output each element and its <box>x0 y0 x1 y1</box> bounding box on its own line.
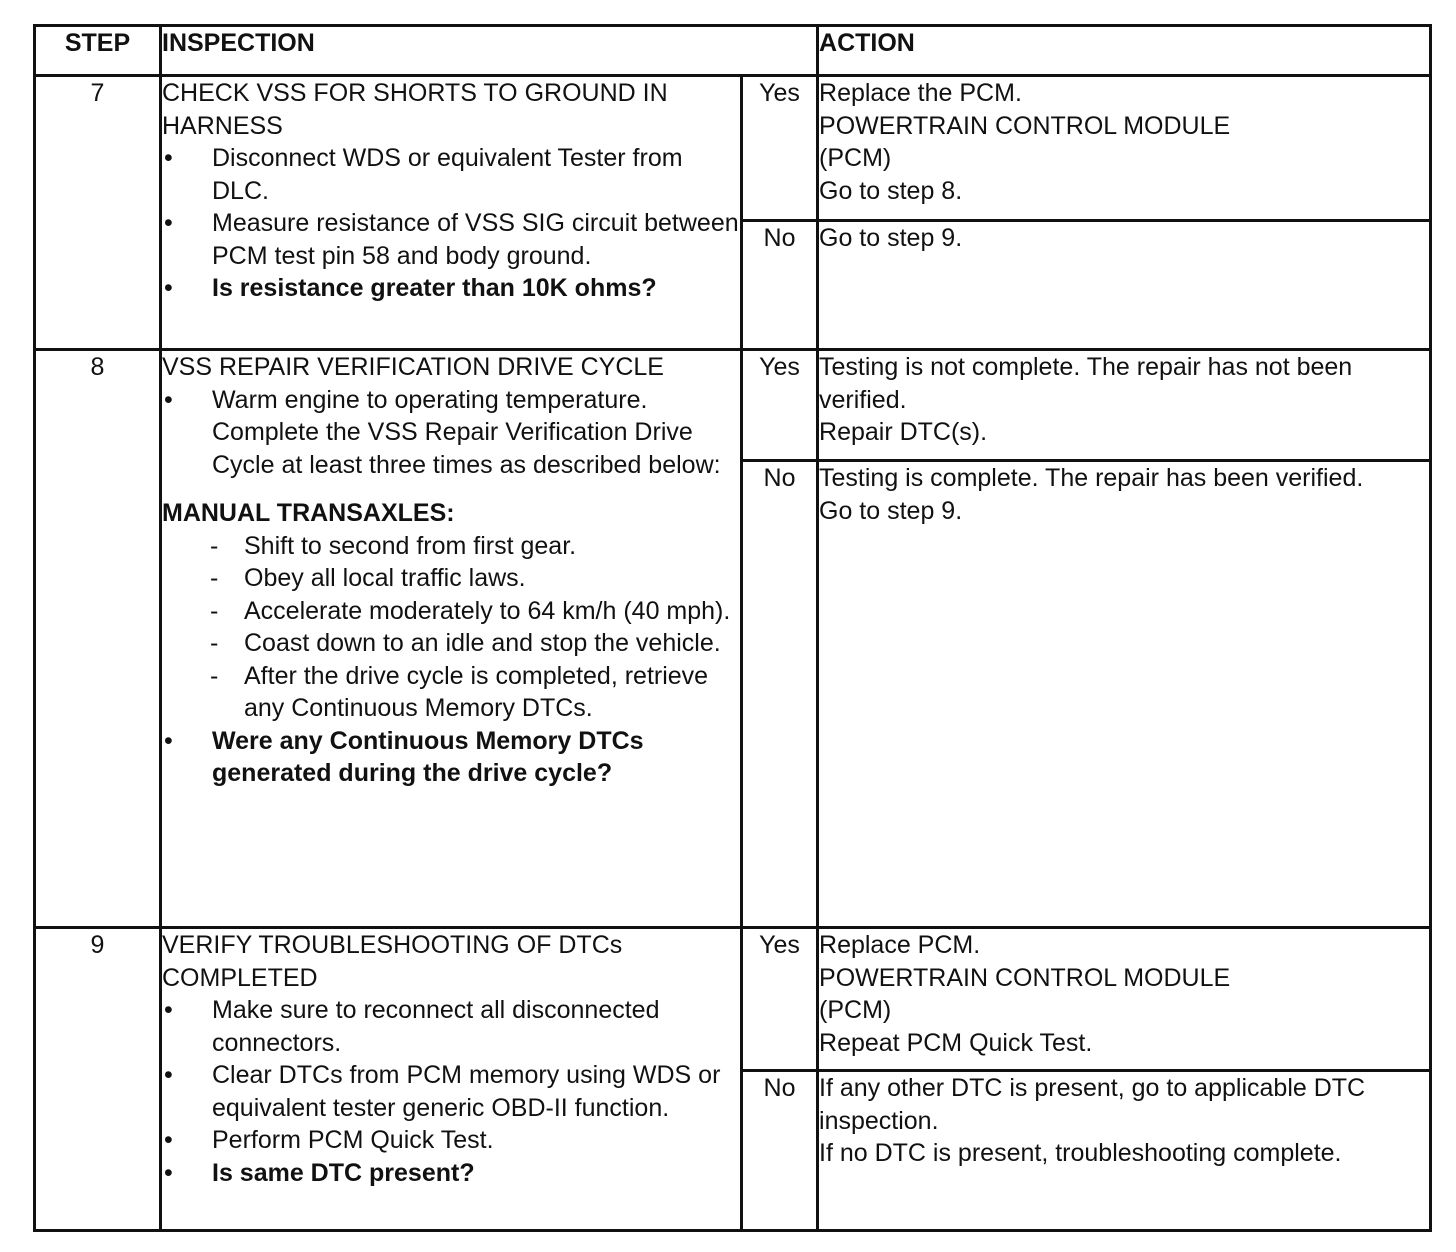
action-line: Go to step 9. <box>819 496 963 525</box>
dash-text: Shift to second from first gear. <box>244 531 577 560</box>
transaxle-subheading: MANUAL TRANSAXLES: <box>162 499 455 527</box>
bullet-question: Is resistance greater than 10K ohms? <box>212 274 657 302</box>
action-line: Replace PCM. <box>819 931 981 959</box>
action-line: Replace the PCM. <box>819 79 1022 107</box>
inspection-title: VERIFY TROUBLESHOOTING OF DTCs COMPLETED <box>162 931 623 992</box>
bullet-icon: • <box>164 996 173 1024</box>
dash-item <box>162 562 740 595</box>
action-header: ACTION <box>818 26 1431 76</box>
yes-action <box>818 928 1431 1071</box>
bullet-icon: • <box>164 1061 173 1089</box>
action-line: (PCM) <box>819 996 892 1024</box>
troubleshooting-table <box>33 24 1432 1232</box>
bullet-icon: • <box>164 1158 173 1187</box>
dash-icon: - <box>210 596 219 625</box>
step-8-yes-row <box>35 350 1431 461</box>
action-line: If any other DTC is present, go to applicable DTC inspection. <box>819 1074 1366 1135</box>
no-action <box>818 221 1431 350</box>
step-number: 8 <box>35 350 161 928</box>
no-action <box>818 461 1431 928</box>
dash-icon: - <box>210 564 219 592</box>
header-row <box>35 26 1431 76</box>
action-line: POWERTRAIN CONTROL MODULE <box>819 963 1231 992</box>
bullet-question: Is same DTC present? <box>212 1158 475 1187</box>
dash-item <box>162 627 740 660</box>
dash-text: Coast down to an idle and stop the vehicle. <box>244 629 721 657</box>
step-header: STEP <box>35 26 161 76</box>
yes-label: Yes <box>742 928 818 1071</box>
inspection-title: VSS REPAIR VERIFICATION DRIVE CYCLE <box>162 353 664 381</box>
dash-item <box>162 530 740 563</box>
no-label: No <box>742 1071 818 1231</box>
inspection-title: CHECK VSS FOR SHORTS TO GROUND IN HARNESS <box>162 79 668 140</box>
step-9-yes-row <box>35 928 1431 1071</box>
action-line: Repeat PCM Quick Test. <box>819 1028 1093 1057</box>
bullet-item <box>162 1124 740 1157</box>
step-9-inspection <box>161 928 742 1231</box>
yes-label: Yes <box>742 350 818 461</box>
action-line: POWERTRAIN CONTROL MODULE <box>819 111 1231 140</box>
no-action <box>818 1071 1431 1231</box>
bullet-item <box>162 207 740 272</box>
bullet-item <box>162 994 740 1059</box>
bullet-text: Make sure to reconnect all disconnected connectors. <box>212 996 660 1057</box>
dash-icon: - <box>210 629 219 657</box>
bullet-icon: • <box>164 144 173 172</box>
step-8-inspection <box>161 350 742 928</box>
action-line: If no DTC is present, troubleshooting complete. <box>819 1139 1342 1167</box>
bullet-icon: • <box>164 1126 173 1154</box>
bullet-item <box>162 1059 740 1124</box>
yes-action <box>818 76 1431 221</box>
bullet-item <box>162 725 740 790</box>
dash-text: After the drive cycle is completed, retrieve any Continuous Memory DTCs. <box>244 661 709 722</box>
dash-text: Accelerate moderately to 64 km/h (40 mph). <box>244 596 731 625</box>
bullet-text: Warm engine to operating temperature. Complete the VSS Repair Verification Drive Cycle at least three times as described below: <box>212 385 721 479</box>
dash-item <box>162 595 740 628</box>
bullet-item <box>162 272 740 305</box>
dash-icon: - <box>210 661 219 690</box>
inspection-header: INSPECTION <box>161 26 818 76</box>
step-7-inspection <box>161 76 742 350</box>
dash-icon: - <box>210 531 219 560</box>
yes-label: Yes <box>742 76 818 221</box>
bullet-question: Were any Continuous Memory DTCs generated during the drive cycle? <box>212 726 644 787</box>
bullet-text: Perform PCM Quick Test. <box>212 1126 494 1154</box>
step-number: 7 <box>35 76 161 350</box>
yes-action <box>818 350 1431 461</box>
bullet-icon: • <box>164 274 173 302</box>
bullet-icon: • <box>164 726 173 755</box>
dash-text: Obey all local traffic laws. <box>244 564 526 592</box>
no-label: No <box>742 221 818 350</box>
no-label: No <box>742 461 818 928</box>
dash-item <box>162 660 740 725</box>
bullet-text: Disconnect WDS or equivalent Tester from DLC. <box>212 144 683 205</box>
bullet-item <box>162 384 740 482</box>
action-line: Go to step 8. <box>819 176 963 205</box>
bullet-item <box>162 1157 740 1190</box>
bullet-icon: • <box>164 385 173 414</box>
bullet-item <box>162 142 740 207</box>
action-line: Repair DTC(s). <box>819 418 988 446</box>
action-line: Testing is not complete. The repair has not been verified. <box>819 353 1353 414</box>
action-line: Go to step 9. <box>819 224 963 252</box>
step-7-yes-row <box>35 76 1431 221</box>
bullet-icon: • <box>164 209 173 237</box>
step-number: 9 <box>35 928 161 1231</box>
action-line: Testing is complete. The repair has been verified. <box>819 464 1364 492</box>
action-line: (PCM) <box>819 144 892 172</box>
bullet-text: Clear DTCs from PCM memory using WDS or equivalent tester generic OBD-II function. <box>212 1061 721 1122</box>
bullet-text: Measure resistance of VSS SIG circuit between PCM test pin 58 and body ground. <box>212 209 739 270</box>
